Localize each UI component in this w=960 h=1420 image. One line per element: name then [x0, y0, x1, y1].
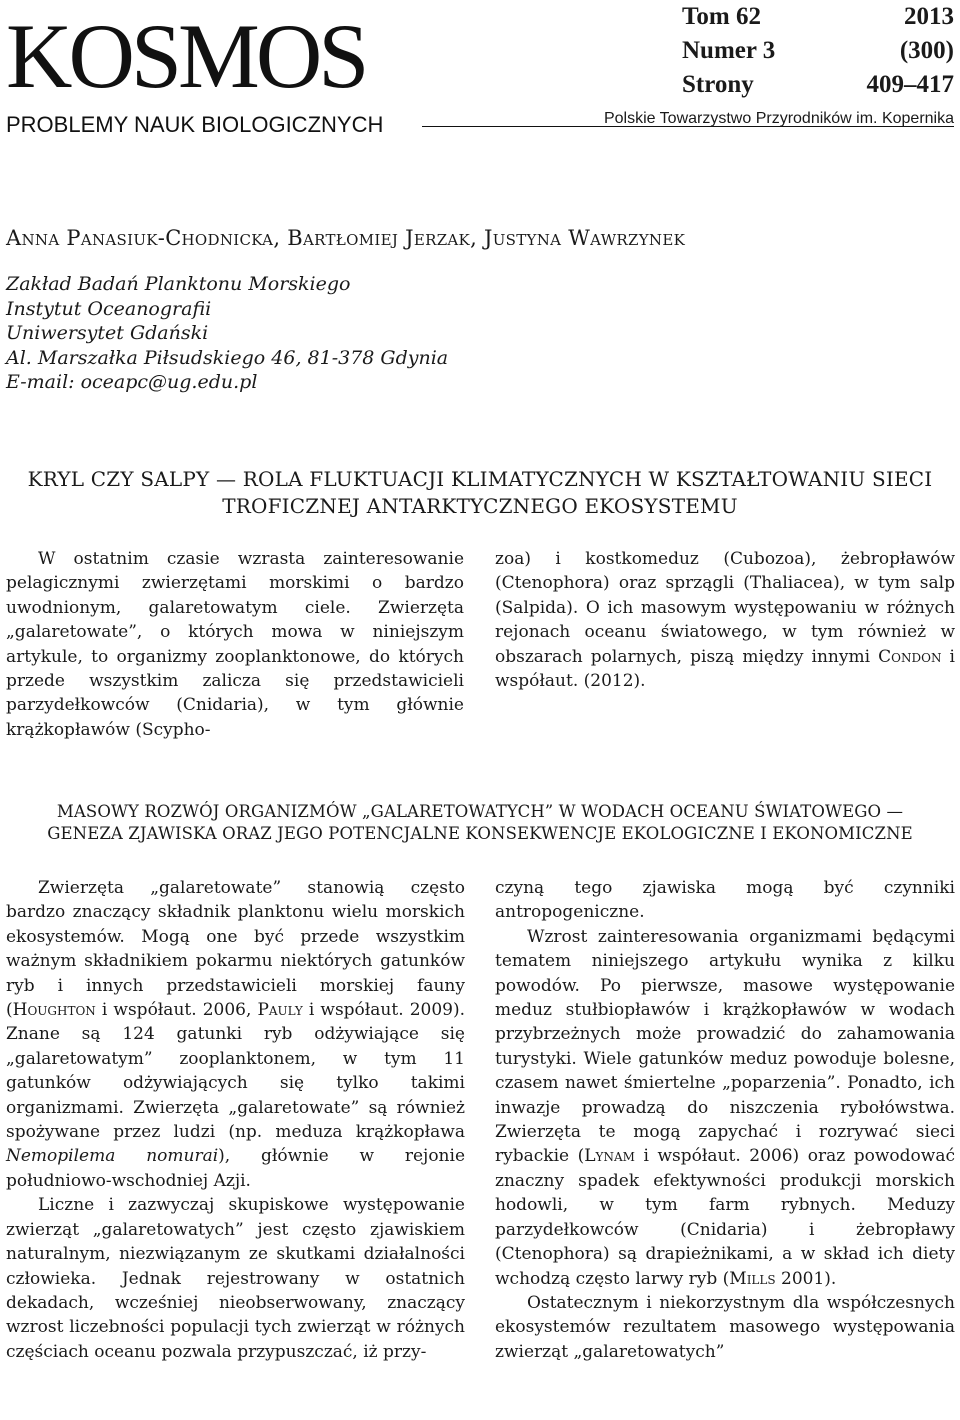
article-title: KRYL CZY SALPY — ROLA FLUKTUACJI KLIMATYCZNYCH W KSZTAŁTOWANIU SIECI TROFICZNEJ ANTARKTYCZNEGO EKOSYSTEMU — [27, 467, 933, 518]
intro-column-right — [495, 547, 955, 693]
paragraph: zoa) i kostkomeduz (Cubozoa), żebropławów (Ctenophora) oraz sprzągli (Thaliacea), w tym salp (Salpida). O ich masowym występowaniu w różnych rejonach oceanu światowego, w tym również w obszarach polarnych, piszą między innymi Condon i współaut. (2012). — [495, 549, 955, 692]
issue-volume: Tom 62 2013 — [682, 3, 954, 30]
issue-info — [682, 0, 954, 102]
citation: Lynam — [584, 1146, 635, 1167]
paragraph: Ostatecznym i niekorzystnym dla współczesnych ekosystemów rezultatem masowego występowania zwierząt „galaretowatych” — [495, 1292, 955, 1362]
affiliation-line: Uniwersytet Gdański — [6, 322, 209, 344]
journal-logo: KOSMOS — [6, 5, 366, 107]
author-name: Justyna Wawrzynek — [484, 226, 686, 250]
affiliation-line: Al. Marszałka Piłsudskiego 46, 81-378 Gdynia — [6, 346, 449, 369]
section-title: MASOWY ROZWÓJ ORGANIZMÓW „GALARETOWATYCH” W WODACH OCEANU ŚWIATOWEGO — GENEZA ZJAWISKA ORAZ JEGO POTENCJALNE KONSEKWENCJE EKOLOGICZNE I EKONOMICZNE — [47, 802, 913, 843]
affiliation-line: Zakład Badań Planktonu Morskiego — [6, 273, 351, 295]
paragraph: W ostatnim czasie wzrasta zainteresowanie pelagicznymi zwierzętami morskimi o bardzo uwodnionym, galaretowatym ciele. Zwierzęta „galaretowate”, o których mowa w niniejszym artykule, to organizmy zooplanktonowe, do których przede wszystkim zalicza się przedstawicieli parzydełkowców (Cnidaria), w tym głównie krążkopławów (Scypho- — [6, 549, 464, 740]
citation: Houghton — [12, 1000, 96, 1021]
paragraph: Wzrost zainteresowania organizmami będącymi tematem niniejszego artykułu wynika z kilku powodów. Po pierwsze, masowe występowanie meduz stułbiopławów i krążkopławów w wodach przybrzeżnych może prowadzić do zahamowania turystyki. Wiele gatunków meduz powoduje bolesne, czasem nawet śmiertelne „poparzenia”. Ponadto, ich inwazje prowadzą do niszczenia rybołówstwa. Zwierzęta te mogą zapychać i rozrywać sieci rybackie (Lynam i współaut. 2006) oraz powodować znaczny spadek efektywności produkcji morskich hodowli, w tym farm rybnych. Meduzy parzydełkowców (Cnidaria) i żebropławy (Ctenophora) są drapieżnikami, a w skład ich diety wchodzą często larwy ryb (Mills 2001). — [495, 926, 955, 1289]
journal-subtitle: PROBLEMY NAUK BIOLOGICZNYCH — [6, 112, 384, 137]
issue-pages: Strony 409–417 — [682, 71, 954, 98]
citation: Pauly — [257, 1000, 303, 1021]
author-email[interactable]: E-mail: oceapc@ug.edu.pl — [6, 371, 258, 393]
affiliation-line: Instytut Oceanografii — [6, 297, 212, 320]
paragraph: Liczne i zazwyczaj skupiskowe występowanie zwierząt „galaretowatych” jest często zjawiskiem naturalnym, niezwiązanym ze skutkami działalności człowieka. Jednak rejestrowany w ostatnich dekadach, wcześniej nieobserwowany, znaczący wzrost liczebności populacji tych zwierząt w różnych częściach oceanu pozwala przypuszczać, iż przy- — [6, 1195, 465, 1362]
author-name: Bartłomiej Jerzak — [287, 226, 471, 250]
section-column-right — [495, 876, 955, 1364]
author-name: Anna Panasiuk-Chodnicka — [6, 226, 274, 250]
journal-masthead — [6, 5, 426, 137]
intro-column-left — [6, 547, 464, 742]
issue-number: Numer 3 (300) — [682, 37, 954, 64]
society-name: Polskie Towarzystwo Przyrodników im. Kopernika — [603, 110, 954, 127]
affiliation — [6, 272, 448, 395]
author-list: Anna Panasiuk-Chodnicka, Bartłomiej Jerzak, Justyna Wawrzynek — [6, 226, 686, 250]
citation: Mills — [729, 1268, 776, 1289]
section-column-left — [6, 876, 465, 1364]
species-name: Nemopilema nomurai — [6, 1146, 219, 1167]
paragraph: czyną tego zjawiska mogą być czynniki antropogeniczne. — [495, 878, 955, 923]
paragraph: Zwierzęta „galaretowate” stanowią często bardzo znaczący składnik planktonu wielu morskich ekosystemów. Mogą one być przede wszystkim ważnym składnikiem pokarmu niektórych gatunków ryb i innych przedstawicieli morskiej fauny (Houghton i współaut. 2006, Pauly i współaut. 2009). Znane są 124 gatunki ryb odżywiające się „galaretowatym” zooplanktonem, w tym 11 gatunków odżywiających się tylko takimi organizmami. Zwierzęta „galaretowate” są również spożywane przez ludzi (np. meduza krążkopława Nemopilema nomurai), głównie w rejonie południowo-wschodniej Azji. — [6, 878, 465, 1191]
citation: Condon — [878, 646, 942, 667]
